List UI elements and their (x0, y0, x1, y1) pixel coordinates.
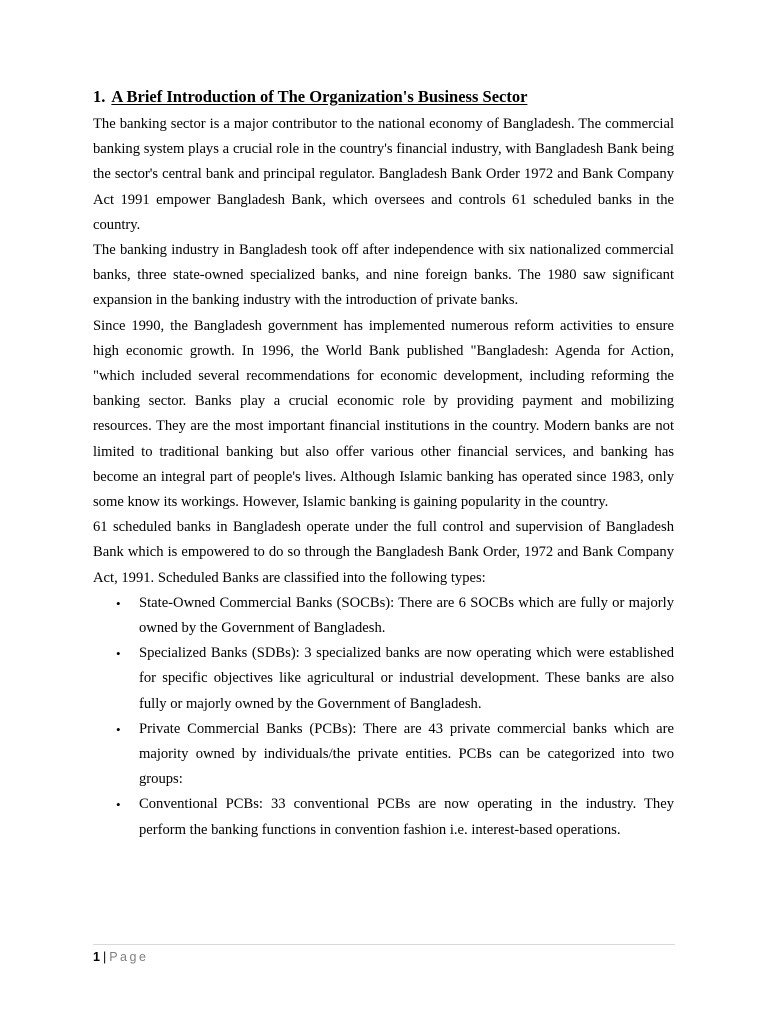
document-body (93, 86, 674, 843)
list-item-text: State-Owned Commercial Banks (SOCBs): There are 6 SOCBs which are fully or majorly owned by the Government of Bangladesh. (139, 594, 674, 637)
bank-types-list (93, 591, 674, 843)
paragraph-intro: The banking sector is a major contributor to the national economy of Bangladesh. The commercial banking system plays a crucial role in the country's financial industry, with Bangladesh Bank being the sector's central bank and principal regulator. Bangladesh Bank Order 1972 and Bank Company Act 1991 empower Bangladesh Bank, which oversees and controls 61 scheduled banks in the country. (93, 116, 674, 233)
paragraph-reforms: Since 1990, the Bangladesh government has implemented numerous reform activities to ensure high economic growth. In 1996, the World Bank published "Bangladesh: Agenda for Action, "which included several recommendations for economic development, including reforming the banking sector. Banks play a crucial economic role by providing payment and mobilizing resources. They are the most important financial institutions in the country. Modern banks are not limited to traditional banking but also offer various other financial services, and banking has become an integral part of people's lives. Although Islamic banking has operated since 1983, only some know its workings. However, Islamic banking is gaining popularity in the country. (93, 317, 674, 511)
list-item (116, 792, 674, 842)
bullet-icon: • (116, 646, 121, 662)
section-number: 1. (93, 87, 106, 106)
list-item-text: Specialized Banks (SDBs): 3 specialized banks are now operating which were established for specific objectives like agricultural or industrial development. These banks are also fully or majorly owned by the Government of Bangladesh. (139, 645, 674, 712)
bullet-icon: • (116, 721, 121, 737)
list-item-text: Private Commercial Banks (PCBs): There are 43 private commercial banks which are majority owned by individuals/the private entities. PCBs can be categorized into two groups: (139, 720, 674, 788)
list-item (116, 641, 674, 717)
paragraph-history: The banking industry in Bangladesh took off after independence with six nationalized commercial banks, three state-owned specialized banks, and nine foreign banks. The 1980 saw significant expansion in the banking industry with the introduction of private banks. (93, 242, 674, 309)
section-heading (93, 86, 674, 108)
list-item (116, 591, 674, 641)
section-title: A Brief Introduction of The Organization's Business Sector (111, 87, 528, 106)
bullet-icon: • (116, 595, 121, 611)
paragraph-scheduled-banks: 61 scheduled banks in Bangladesh operate under the full control and supervision of Bangladesh Bank which is empowered to do so through the Bangladesh Bank Order, 1972 and Bank Company Act, 1991. Scheduled Banks are classified into the following types: (93, 519, 674, 586)
page-footer (93, 944, 675, 965)
bullet-icon: • (116, 797, 121, 813)
list-item-text: Conventional PCBs: 33 conventional PCBs are now operating in the industry. They perform the banking functions in convention fashion i.e. interest-based operations. (139, 796, 674, 838)
page-label: Page (109, 950, 149, 964)
list-item (116, 717, 674, 793)
page-number: 1 (93, 950, 100, 964)
footer-separator: | (102, 950, 107, 964)
